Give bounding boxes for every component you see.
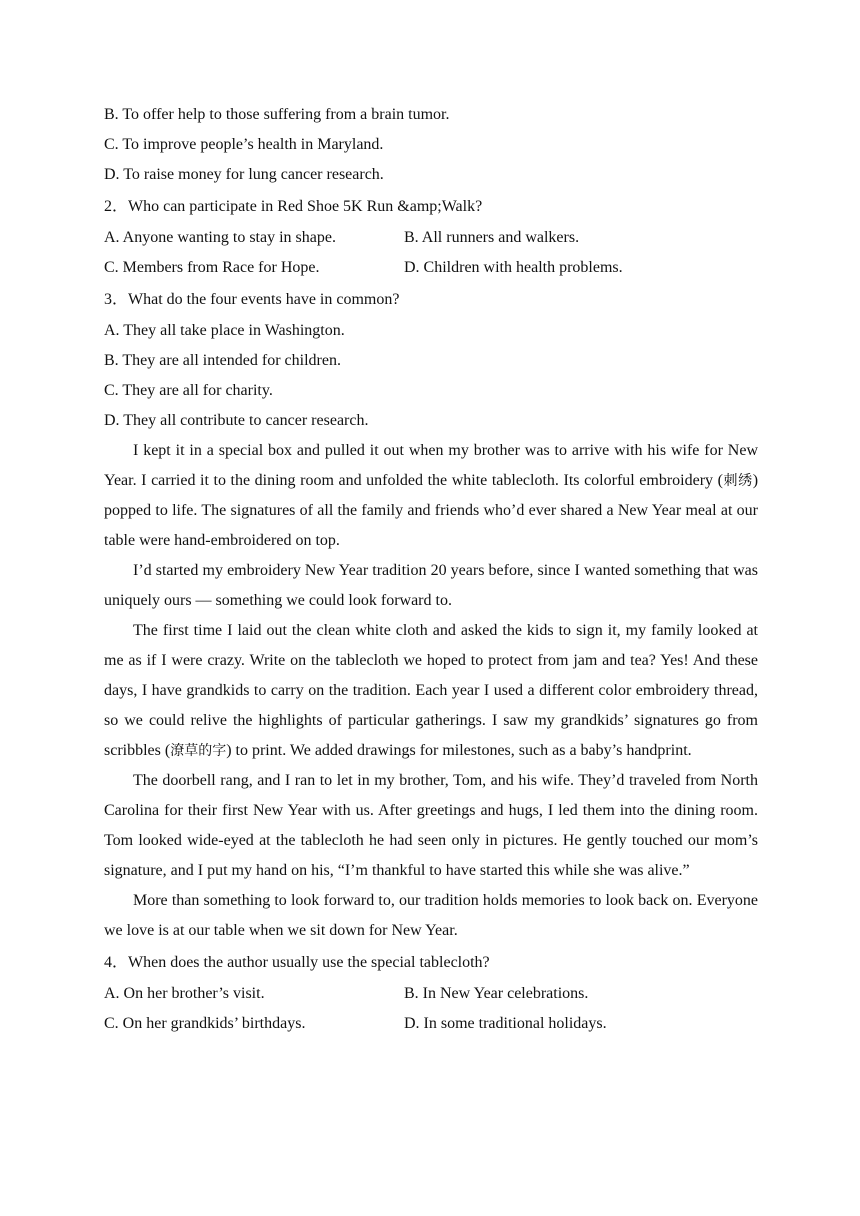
passage-paragraph-5: More than something to look forward to, our tradition holds memories to look back on. Everyone we love is at our table when we sit down for New Year. <box>104 892 758 939</box>
q2-options-row-1 <box>104 223 758 253</box>
q2-option-b: B. All runners and walkers. <box>404 229 580 246</box>
q2-option-c: C. Members from Race for Hope. <box>104 259 320 276</box>
passage-paragraph-3 <box>104 616 758 766</box>
q4-options-row-1 <box>104 979 758 1009</box>
q4-stem: 4．When does the author usually use the special tablecloth? <box>104 954 490 971</box>
p3-text-a: The first time I laid out the clean white cloth and asked the kids to sign it, my family looked at me as if I were crazy. Write on the tablecloth we hoped to protect from jam and tea? Yes! And these days, I have grandkids to carry on the tradition. Each year I used a different color embroidery thread, so we could relive the highlights of particular gatherings. I saw my grandkids’ signatures go from scribbles ( <box>104 622 758 759</box>
passage-paragraph-2: I’d started my embroidery New Year tradition 20 years before, since I wanted something that was uniquely ours — something we could look forward to. <box>104 562 758 609</box>
passage-paragraph-1 <box>104 436 758 556</box>
q3-stem: 3．What do the four events have in common? <box>104 291 400 308</box>
q1-option-d: D. To raise money for lung cancer research. <box>104 166 384 183</box>
q3-option-d: D. They all contribute to cancer research. <box>104 412 369 429</box>
q1-option-c: C. To improve people’s health in Maryland. <box>104 136 384 153</box>
q2-stem: 2．Who can participate in Red Shoe 5K Run &amp;Walk? <box>104 198 483 215</box>
p1-gloss: 刺绣 <box>722 473 753 489</box>
q4-option-c: C. On her grandkids’ birthdays. <box>104 1015 306 1032</box>
q3-option-b: B. They are all intended for children. <box>104 352 341 369</box>
q2-options-row-2 <box>104 253 758 283</box>
q4-options-row-2 <box>104 1009 758 1039</box>
p1-text-b: ) popped to life. The signatures of all the family and friends who’d ever shared a New Year meal at our table were hand-embroidered on top. <box>104 472 759 549</box>
document-page <box>104 100 758 1039</box>
p3-gloss: 潦草的字 <box>170 743 227 759</box>
p1-text-a: I kept it in a special box and pulled it out when my brother was to arrive with his wife for New Year. I carried it to the dining room and unfolded the white tablecloth. Its colorful embroidery ( <box>104 442 758 489</box>
q1-option-b: B. To offer help to those suffering from a brain tumor. <box>104 106 450 123</box>
p3-text-b: ) to print. We added drawings for milestones, such as a baby’s handprint. <box>226 742 692 759</box>
passage-paragraph-4: The doorbell rang, and I ran to let in my brother, Tom, and his wife. They’d traveled from North Carolina for their first New Year with us. After greetings and hugs, I led them into the dining room. Tom looked wide-eyed at the tablecloth he had seen only in pictures. He gently touched our mom’s signature, and I put my hand on his, “I’m thankful to have started this while she was alive.” <box>104 772 758 879</box>
q4-option-d: D. In some traditional holidays. <box>404 1015 607 1032</box>
q4-option-b: B. In New Year celebrations. <box>404 985 589 1002</box>
q3-option-a: A. They all take place in Washington. <box>104 322 345 339</box>
q2-option-a: A. Anyone wanting to stay in shape. <box>104 229 336 246</box>
q2-option-d: D. Children with health problems. <box>404 259 623 276</box>
q3-option-c: C. They are all for charity. <box>104 382 273 399</box>
q4-option-a: A. On her brother’s visit. <box>104 985 265 1002</box>
